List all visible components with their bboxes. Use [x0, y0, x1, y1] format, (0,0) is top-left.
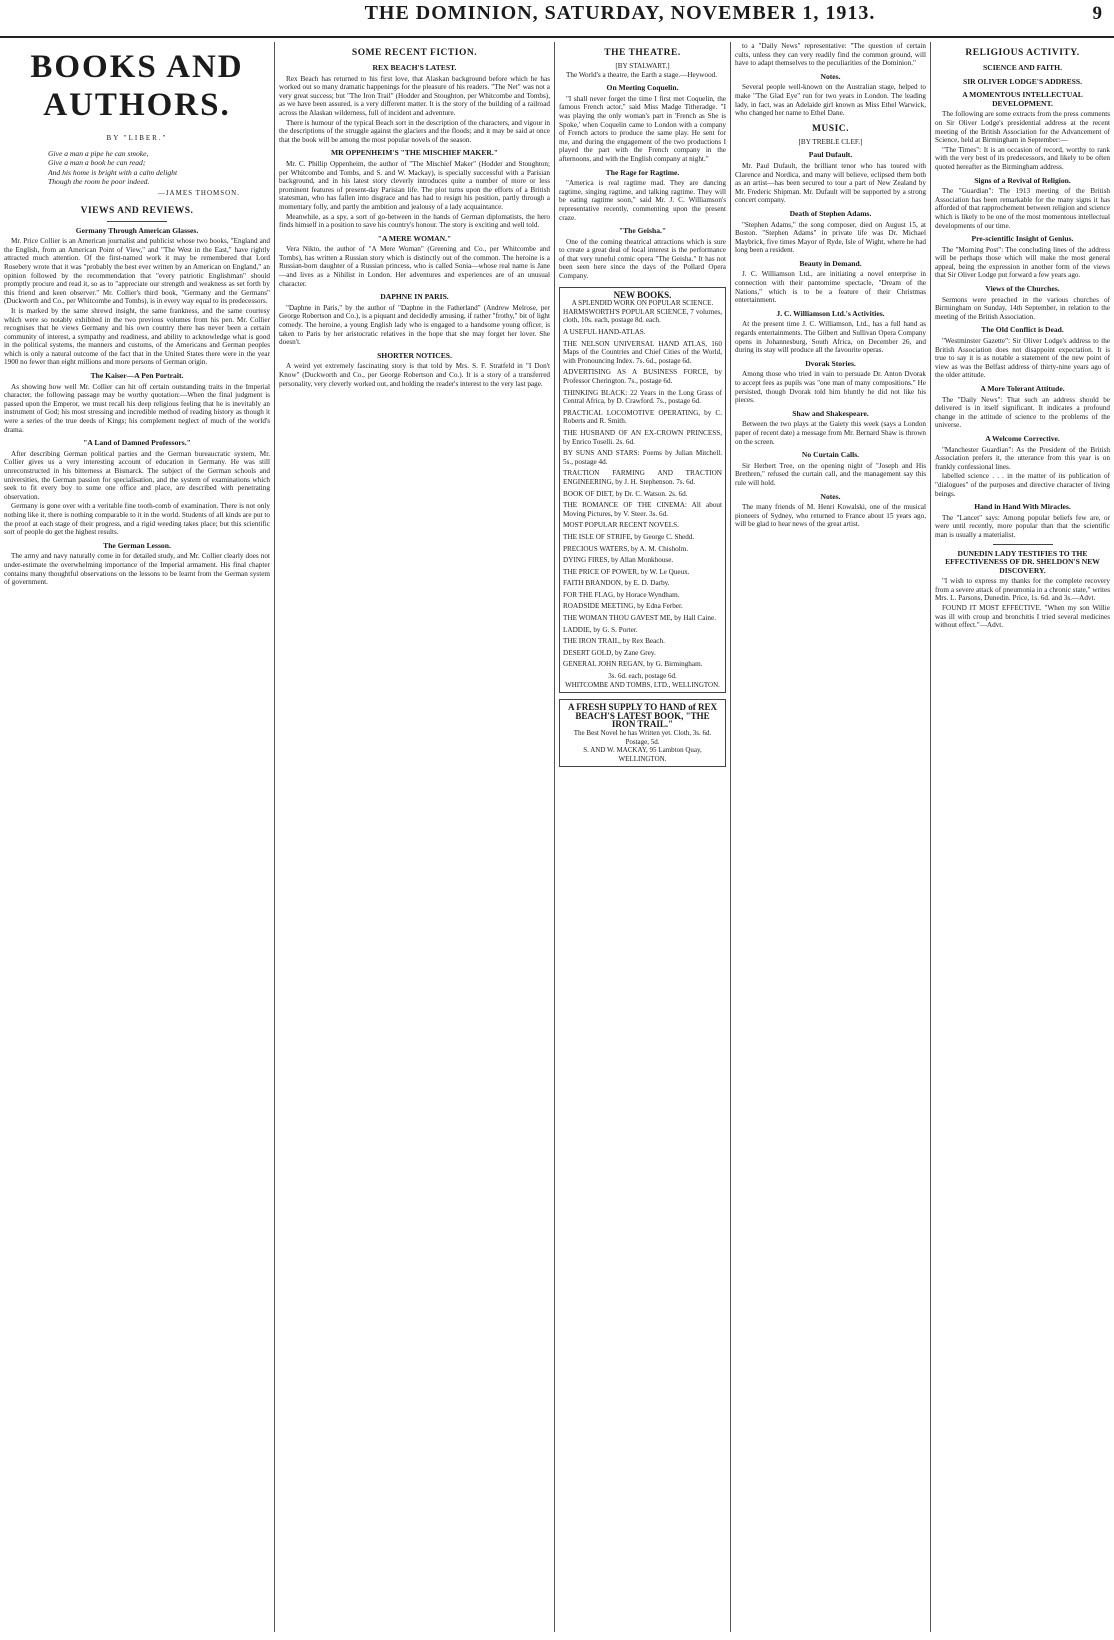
article-heading: "A MERE WOMAN."	[377, 233, 452, 243]
book-listing: THE WOMAN THOU GAVEST ME, by Hall Caine.	[563, 614, 716, 623]
article-heading: "The Geisha."	[618, 226, 667, 236]
section-heading-books-and-authors: BOOKS AND AUTHORS.	[30, 49, 244, 123]
book-listing: LADDIE, by G. S. Porter.	[563, 625, 638, 634]
section-heading-theatre: THE THEATRE.	[604, 48, 681, 58]
book-listing: THE PRICE OF POWER, by W. Le Queux.	[563, 567, 690, 576]
article-heading: Death of Stephen Adams.	[789, 208, 872, 218]
paragraph: The "Morning Post": The concluding lines of the address will be perhaps those which will make the most general appeal, being the expression in another form of the views that Sir Oliver Lodge put forward a few years ago.	[935, 245, 1110, 280]
newspaper-title: THE DOMINION, SATURDAY, NOVEMBER 1, 1913.	[364, 2, 876, 24]
book-listing: PRACTICAL LOCOMOTIVE OPERATING, by C. Roberts and R. Smith.	[563, 408, 722, 426]
book-listing: ROADSIDE MEETING, by Edna Ferber.	[563, 602, 683, 611]
paragraph: Among those who tried in vain to persuade Dr. Anton Dvorak to accept fees as pupils was "one man of many compositions." He persisted, though Dvorak told him bluntly he did not like his pieces.	[735, 370, 926, 405]
paragraph: The following are some extracts from the press comments on Sir Oliver Lodge's presidential address at the recent meeting of the British Association for the Advancement of Science, held at Birmingham in September:—	[935, 110, 1110, 145]
article-heading: The German Lesson.	[103, 540, 171, 550]
book-listing: THINKING BLACK: 22 Years in the Long Grass of Central Africa, by D. Crawford. 7s., postage 6d.	[563, 388, 722, 406]
article-heading: The Kaiser—A Pen Portrait.	[90, 371, 184, 381]
article-heading: A Welcome Corrective.	[985, 433, 1060, 443]
paragraph: Between the two plays at the Gaiety this week (says a London paper of recent date) a message from Mr. Bernard Shaw is thrown on the screen.	[735, 420, 926, 446]
article-heading: Signs of a Revival of Religion.	[974, 175, 1071, 185]
paragraph: Mr. Price Collier is an American journalist and publicist whose two books, "England and the English, from an American Point of View," and "The West in the East," have rightly attracted much attention. Of the first-named work it may be remembered that Lord Rosebery wrote that it was "probably the best ever written by an American on England," an opinion followed by the recommendation that "every patriotic Englishman" should promptly procure and read it, so as to "appreciate our strength and weakness as set forth by this friend and keen observer." Mr. Collier's third book, "Germany and the Germans" (Duckworth and Co., per Whitcombe and Tombs), is in every way equal to its predecessors.	[4, 237, 270, 306]
article-heading: Pre-scientific Insight of Genius.	[971, 234, 1074, 244]
advert-paragraph: "I wish to express my thanks for the complete recovery from a severe attack of pneumonia in a chronic state," writes Mrs. L. Parsons, Dunedin. Price, 1s. 6d. and 3s.—Advt.	[935, 577, 1110, 603]
advert-price: The Best Novel he has Written yet. Cloth, 3s. 6d. Postage, 5d.	[573, 729, 712, 746]
paragraph: Germany is gone over with a veritable fine tooth-comb of examination. There is not only nothing like it, there is nothing comparable to it in the world. Students of all kinds are put to the proof at each stage of their progress, and a rigid weeding takes place; but this scientific sort of people do get the highest results.	[4, 502, 270, 537]
article-heading: DAPHNE IN PARIS.	[380, 292, 449, 302]
verse-line: Give a man a pipe he can smoke,	[48, 148, 149, 158]
book-listing: DYING FIRES, by Allan Monkhouse.	[563, 556, 674, 565]
paragraph: After describing German political parties and the German bureaucratic system, Mr. Collier gives us a very interesting account of education in Germany. He was still unreconstructed in his bitterness at Bismarck. The subject of the German schools and universities, the German passion for specialisation, and the system of examinations which seek to fit every boy to some one office and place, are described with penetrating observation.	[4, 449, 270, 501]
epigraph-verse	[4, 149, 270, 198]
book-listing: HARMSWORTH'S POPULAR SCIENCE, 7 volumes, cloth, 10s. each, postage 8d. each.	[563, 307, 722, 325]
article-heading: The Old Conflict is Dead.	[981, 325, 1064, 335]
divider	[107, 221, 167, 222]
advert-heading: DUNEDIN LADY TESTIFIES TO THE EFFECTIVENESS OF DR. SHELDON'S NEW DISCOVERY.	[945, 548, 1100, 575]
column-music	[730, 42, 930, 1632]
paragraph: J. C. Williamson Ltd., are initiating a novel enterprise in connection with their pantomime spectacle, "Dream of the Nations," which is to be a feature of their Christmas entertainment.	[735, 270, 926, 305]
book-listing: PRECIOUS WATERS, by A. M. Chisholm.	[563, 544, 689, 553]
paragraph: "The Times": It is an occasion of record, worthy to rank with the very best of its predecessors, and likely to be often quoted hereafter as the Birmingham address.	[935, 145, 1110, 171]
article-heading: No Curtain Calls.	[801, 450, 860, 460]
byline: [BY TREBLE CLEF.]	[798, 137, 863, 146]
paragraph: It is marked by the same shrewd insight, the same frankness, and the same courtesy which were so notably exhibited in the two previous volumes from his pen. Mr. Collier recognises that he views Germany and his own country there has never been a certain community of interest, a sympathy and readiness, and ability to acknowledge what is good in the political systems, the manners and customs, of the Americans and German peoples which is only a natural outcome of the fact that in the United States there were in the year 1900 no fewer than eight millions and more persons of German origin.	[4, 306, 270, 367]
bookseller-name: S. AND W. MACKAY, 95 Lambton Quay, WELLINGTON.	[583, 746, 702, 763]
paragraph: Vera Nikto, the author of "A Mere Woman" (Greening and Co., per Whitcombe and Tombs), has written a Russian story which is distinctly out of the common. The heroine is a Russian-born daughter of a Russian princess, who is called Sonia—whose real name is Jane—and lives as a Nihilist in London. Her adventures and experiences are of an unusual character.	[279, 245, 550, 288]
paragraph: Several people well-known on the Australian stage, helped to make "The Glad Eye" run for two years in London. The leading lady, in fact, was an Adelaide girl known as Miss Ethel Warwick, who changed her name to Ethel Dane.	[735, 83, 926, 118]
book-listing: THE ISLE OF STRIFE, by George C. Shedd.	[563, 532, 695, 541]
paragraph: Sermons were preached in the various churches of Birmingham on Sunday, 14th September, in relation to the meeting of the British Association.	[935, 295, 1110, 321]
section-heading-recent-fiction: SOME RECENT FICTION.	[351, 48, 478, 58]
article-heading: Views of the Churches.	[985, 284, 1060, 294]
column-theatre	[554, 42, 730, 1632]
byline: BY "LIBER."	[106, 134, 168, 142]
paragraph: "Manchester Guardian": As the President of the British Association prefers it, the utterance from this year is on frankly confessional lines.	[935, 445, 1110, 471]
book-listing: THE ROMANCE OF THE CINEMA: All about Moving Pictures, by V. Steer. 3s. 6d.	[563, 501, 722, 518]
advert-heading: A FRESH SUPPLY TO HAND of REX BEACH'S LATEST BOOK, "THE IRON TRAIL."	[567, 702, 718, 730]
section-heading-religious-activity: RELIGIOUS ACTIVITY.	[965, 48, 1080, 58]
paragraph: to a "Daily News" representative: "The question of certain cults, unless they can very readily find the common ground, will have to adapt themselves to the peculiarities of the Dominion."	[735, 42, 926, 68]
article-heading: Paul Dufault.	[808, 150, 853, 160]
article-heading: Notes.	[820, 491, 841, 501]
iron-trail-advertisement	[559, 699, 726, 767]
column-books-and-authors	[0, 42, 274, 1632]
paragraph: There is humour of the typical Beach sort in the description of the characters, and vigour in the descriptions of the struggle against the glaciers and the floods; and it may be said at once that the book will be among the most popular novels of the season.	[279, 118, 550, 144]
paragraph: Meanwhile, as a spy, a sort of go-between in the hands of German diplomatists, the hero finds himself in a position to save his country's honour. The story is exciting and well told.	[279, 212, 550, 230]
book-listing: BY SUNS AND STARS: Poems by Julian Mitchell. 5s., postage 4d.	[563, 449, 722, 466]
paragraph: "America is real ragtime mad. They are dancing ragtime, singing ragtime, and talking ragtime. They will be eating ragtime soon," said Mr. J. C. Williamson's representative recently, commenting upon the present craze.	[559, 179, 726, 222]
paragraph: The army and navy naturally come in for detailed study, and Mr. Collier clearly does not under-estimate the overwhelming importance of the Imperial armament. His final chapter contains many thoughtful observations on the lessons to be learnt from the German system of government.	[4, 552, 270, 587]
book-listing: TRACTION FARMING AND TRACTION ENGINEERING, by J. H. Stephenson. 7s. 6d.	[563, 469, 722, 486]
advert-heading: NEW BOOKS.	[613, 289, 672, 300]
paragraph: The "Daily News": That such an address should be delivered is in itself significant. It indicates a profound change in the attitude of science to the problems of the universe.	[935, 395, 1110, 430]
byline: [BY STALWART.]	[615, 62, 670, 70]
bookseller-name: WHITCOMBE AND TOMBS, LTD., WELLINGTON.	[565, 680, 720, 689]
article-heading: SCIENCE AND FAITH.	[983, 63, 1062, 72]
book-listing: ADVERTISING AS A BUSINESS FORCE, by Professor Cherington. 7s., postage 6d.	[563, 368, 722, 385]
page-number: 9	[1092, 3, 1102, 24]
article-heading: SHORTER NOTICES.	[377, 350, 452, 360]
book-listing: FAITH BRANDON, by E. D. Darby.	[563, 579, 670, 588]
article-heading: Shaw and Shakespeare.	[792, 408, 869, 418]
verse-line: Though the room be poor indeed.	[48, 177, 150, 187]
book-listing: DESERT GOLD, by Zane Grey.	[563, 648, 656, 657]
advert-subheading: A SPLENDID WORK ON POPULAR SCIENCE.	[571, 299, 714, 308]
subsection-heading: VIEWS AND REVIEWS.	[80, 205, 194, 216]
book-listing: BOOK OF DIET, by Dr. C. Watson. 2s. 6d.	[563, 489, 688, 498]
book-price: 3s. 6d. each, postage 6d.	[608, 672, 677, 681]
paragraph: One of the coming theatrical attractions which is sure to create a great deal of local interest is the performance of that very tuneful comic opera "The Geisha." It has not been seen here since the days of the Pollard Opera Company.	[559, 237, 726, 281]
book-listing: THE IRON TRAIL, by Rex Beach.	[563, 637, 665, 646]
book-listing: A USEFUL HAND-ATLAS.	[563, 328, 646, 337]
book-listing: GENERAL JOHN REGAN, by G. Birmingham.	[563, 660, 703, 669]
article-heading: A MOMENTOUS INTELLECTUAL DEVELOPMENT.	[962, 90, 1083, 108]
epigraph: The World's a theatre, the Earth a stage.—Heywood.	[566, 70, 718, 79]
article-heading: Beauty in Demand.	[799, 258, 862, 268]
book-listing: FOR THE FLAG, by Horace Wyndham.	[563, 590, 680, 599]
article-heading: REX BEACH'S LATEST.	[372, 63, 457, 72]
paragraph: Sir Herbert Tree, on the opening night of "Joseph and His Brethren," refused the curtain call, and the management say this rule will hold.	[735, 461, 926, 487]
new-books-advertisement	[559, 287, 726, 694]
article-heading: "A Land of Damned Professors."	[83, 438, 191, 448]
article-heading: On Meeting Coquelin.	[606, 83, 679, 93]
paragraph: Mr. C. Phillip Oppenheim, the author of "The Mischief Maker" (Hodder and Stoughton; per Whitcombe and Tombs, and S. and W. Mackay), is specially successful with a Parisian background, and in his latest story cleverly introduces quite a number of more or less prominent features of present-day Parisian life. The plot turns upon the efforts of a British statesman, who has fallen into disgrace and has had to resign his position, partly through a momentary folly, and partly the ambition and jealousy of a lady acquaintance.	[279, 159, 550, 211]
book-listing: MOST POPULAR RECENT NOVELS.	[563, 521, 679, 530]
article-heading: MR OPPENHEIM'S "THE MISCHIEF MAKER."	[331, 148, 498, 158]
article-heading: J. C. Williamson Ltd.'s Activities.	[776, 308, 885, 318]
paragraph: Rex Beach has returned to his first love, that Alaskan background before which he has worked out so many dramatic happenings for the pleasure of his readers. "The Net" was not a very great success; but "The Iron Trail" (Hodder and Stoughton, per Whitcombe and Tombs), as we have been assured, is a very different matter. It is the story of the building of a railroad across the Alaskan wilderness, full of incident and adventure.	[279, 74, 550, 117]
paragraph: The many friends of M. Henri Kowalski, one of the musical pioneers of Sydney, who returned to France about 15 years ago, will be glad to hear news of the great artist.	[735, 503, 926, 529]
verse-author: —JAMES THOMSON.	[157, 188, 240, 197]
paragraph: "Stephen Adams," the song composer, died on August 15, at Boston. "Stephen Adams" in private life was Dr. Michael Maybrick, five times Mayor of Ryde, Isle of Wight, where he had long been a resident.	[735, 220, 926, 255]
paragraph: labelled science . . . in the matter of its publication of "dialogues" of the purposes and directive character of living beings.	[935, 472, 1110, 498]
article-heading: A More Tolerant Attitude.	[980, 384, 1065, 393]
book-listing: THE NELSON UNIVERSAL HAND ATLAS, 160 Maps of the Countries and Chief Cities of the World, with Pronouncing Index. 7s. 6d., postage 6d.	[563, 339, 722, 365]
paragraph: "Westminster Gazette": Sir Oliver Lodge's address to the British Association does not disappoint expectation. It is true to say it is as notable a statement of the new point of view as was the Belfast address of thirty-nine years ago of the older attitude.	[935, 337, 1110, 380]
article-heading: Hand in Hand With Miracles.	[974, 502, 1071, 512]
article-heading: Notes.	[820, 71, 841, 81]
paragraph: Mr. Paul Dufault, the brilliant tenor who has toured with Clarence and Nordica, and many will believe, eclipsed them both as an artist—has been secured to tour a part of New Zealand by Mr. Frederic Shipman. Mr. Dufault will be supported by a strong concert company.	[735, 161, 926, 205]
paragraph: At the present time J. C. Williamson, Ltd., has a full hand as regards entertainments. The Gilbert and Sullivan Opera Company opens in Johannesburg, South Africa, on December 26, and during its stay will produce all the favourite operas.	[735, 320, 926, 355]
paragraph: As showing how well Mr. Collier can hit off certain outstanding traits in the Imperial character, the following passage may be worthy quotation:—When the final judgment is passed upon the Emperor, we must recall his deep religious feeling that he is inevitably an instrument of God; his most stressing and incredible method of reading history as though it were a series of the true deeds of Kings; his complement neglect of much of the world's drama.	[4, 382, 270, 434]
advert-paragraph: FOUND IT MOST EFFECTIVE. "When my son Willie was ill with croup and bronchitis I tried several medicines without effect."—Advt.	[935, 604, 1110, 630]
verse-line: Give a man a book he can read;	[48, 158, 146, 168]
article-heading: The Rage for Ragtime.	[605, 167, 680, 177]
paragraph: The "Guardian": The 1913 meeting of the British Association has been remarkable for the many signs it has afforded of that rapprochement between religion and science which is likely to be one of the most momentous intellectual developments of our time.	[935, 187, 1110, 230]
book-listing: THE HUSBAND OF AN EX-CROWN PRINCESS, by Enrico Toselli. 2s. 6d.	[563, 428, 722, 446]
paragraph: "Daphne in Paris," by the author of "Daphne in the Fatherland" (Andrew Melrose, per George Robertson and Co.), is a piquant and decidedly amusing, if rather "frothy," bit of light comedy. The heroine, a young English lady who is engaged to a handsome young officer, is taken to Paris by her aristocratic relatives in the hope that she may forget her lover. She doesn't.	[279, 303, 550, 347]
article-heading: Dvorak Stories.	[805, 358, 856, 368]
article-heading: Germany Through American Glasses.	[75, 225, 199, 235]
article-heading: SIR OLIVER LODGE'S ADDRESS.	[962, 76, 1082, 86]
column-religious-activity	[930, 42, 1114, 1632]
masthead	[0, 0, 1114, 38]
paragraph: A weird yet extremely fascinating story is that told by Mrs. S. F. Stratfeld in "I Don't Know" (Duckworth and Co., per George Robertson and Co.). It is a story of a transferred personality, very cleverly worked out, and holding the reader's interest to the very last page.	[279, 362, 550, 388]
column-recent-fiction	[274, 42, 554, 1632]
divider	[993, 544, 1053, 545]
paragraph: The "Lancet" says: Among popular beliefs few are, or were until recently, more popular than that the scientific man is usually a materialist.	[935, 513, 1110, 539]
section-heading-music: MUSIC.	[811, 123, 850, 134]
paragraph: "I shall never forget the time I first met Coquelin, the famous French actor," said Miss Madge Titheradge. "I was playing the only woman's part in 'French as She is Spoke,' when Coquelin came to London with a company of French actors to produce the same play. He sent for me, and during the engagement of the two productions I played the part with the French company in the afternoons, and with the English company at night."	[559, 94, 726, 163]
verse-line: And his home is bright with a calm delight	[48, 167, 178, 177]
